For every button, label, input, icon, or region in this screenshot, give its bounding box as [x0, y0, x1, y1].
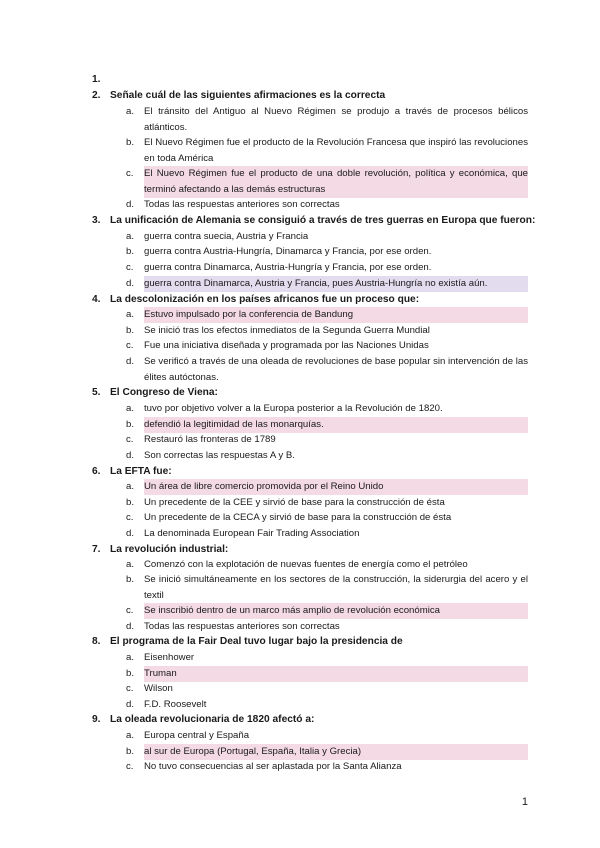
option-letter: c. [126, 262, 134, 273]
option-text: Se verificó a través de una oleada de revoluciones de base popular sin intervención de las élites autóctonas. [144, 356, 528, 383]
option-letter: d. [126, 528, 135, 539]
option-letter: a. [126, 559, 135, 570]
option-letter: c. [126, 683, 134, 694]
answer-option-5a [120, 401, 528, 417]
highlighted-answer-text: al sur de Europa (Portugal, España, Italia y Grecia) [144, 744, 528, 760]
answer-option-5b [120, 417, 528, 433]
answer-option-2d [120, 197, 528, 213]
question-3 [92, 213, 536, 228]
answer-option-2a [120, 104, 528, 136]
answer-option-7c [120, 603, 528, 619]
answer-option-3a [120, 229, 528, 245]
question-number: 1. [92, 74, 101, 85]
option-letter: a. [126, 231, 135, 242]
option-letter: d. [126, 699, 135, 710]
option-letter: b. [126, 746, 135, 757]
answer-option-7a [120, 557, 528, 573]
option-letter: a. [126, 652, 135, 663]
option-letter: c. [126, 605, 134, 616]
question-number: 8. [92, 636, 101, 647]
option-text: Comenzó con la explotación de nuevas fuentes de energía como el petróleo [144, 559, 468, 570]
answer-option-4a [120, 307, 528, 323]
answer-option-2c [120, 166, 528, 198]
option-text: No tuvo consecuencias al ser aplastada por la Santa Alianza [144, 761, 402, 772]
question-text: Señale cuál de las siguientes afirmaciones es la correcta [110, 90, 386, 101]
answer-option-8d [120, 697, 528, 713]
question-4 [92, 292, 532, 307]
option-text: Son correctas las respuestas A y B. [144, 450, 295, 461]
option-text: La denominada European Fair Trading Association [144, 528, 360, 539]
highlighted-answer-text: guerra contra Dinamarca, Austria y Francia, pues Austria-Hungría no existía aún. [144, 276, 528, 292]
answer-option-7d [120, 619, 528, 635]
question-number: 2. [92, 90, 101, 101]
option-text: Restauró las fronteras de 1789 [144, 434, 276, 445]
answer-option-8a [120, 650, 528, 666]
question-number: 6. [92, 466, 101, 477]
option-letter: c. [126, 512, 134, 523]
option-letter: c. [126, 761, 134, 772]
option-text: Un precedente de la CEE y sirvió de base para la construcción de ésta [144, 497, 445, 508]
option-letter: b. [126, 574, 135, 585]
answer-option-5c [120, 432, 528, 448]
option-text: Eisenhower [144, 652, 195, 663]
answer-option-6c [120, 510, 528, 526]
answer-option-2b [120, 135, 528, 167]
option-letter: d. [126, 621, 135, 632]
question-9 [92, 712, 532, 727]
answer-option-9a [120, 728, 528, 744]
answer-option-3b [120, 244, 528, 260]
option-text: Wilson [144, 683, 173, 694]
question-number: 5. [92, 387, 101, 398]
answer-option-3c [120, 260, 528, 276]
option-text: F.D. Roosevelt [144, 699, 207, 710]
question-8 [92, 634, 532, 649]
highlighted-answer-text: El Nuevo Régimen fue el producto de una doble revolución, política y económica, que terminó afectando a las demás estructuras [144, 166, 528, 198]
question-1 [92, 72, 532, 87]
option-text: Un precedente de la CECA y sirvió de base para la construcción de ésta [144, 512, 452, 523]
answer-option-4c [120, 338, 528, 354]
question-text: La descolonización en los países africanos fue un proceso que: [110, 294, 420, 305]
question-number: 4. [92, 294, 101, 305]
answer-option-9b [120, 744, 528, 760]
answer-option-6a [120, 479, 528, 495]
answer-option-9c [120, 759, 528, 775]
option-text: guerra contra Austria-Hungría, Dinamarca y Francia, por ese orden. [144, 246, 432, 257]
answer-option-7b [120, 572, 528, 604]
option-letter: b. [126, 325, 135, 336]
option-letter: a. [126, 106, 135, 117]
highlighted-answer-text: defendió la legitimidad de las monarquías. [144, 417, 528, 433]
option-letter: a. [126, 481, 135, 492]
option-letter: b. [126, 497, 135, 508]
highlighted-answer-text: Estuvo impulsado por la conferencia de Bandung [144, 307, 528, 323]
option-letter: c. [126, 168, 134, 179]
option-letter: b. [126, 137, 135, 148]
highlighted-answer-text: Se inscribió dentro de un marco más amplio de revolución económica [144, 603, 528, 619]
question-text: La revolución industrial: [110, 544, 229, 555]
answer-option-6b [120, 495, 528, 511]
question-number: 9. [92, 714, 101, 725]
question-number: 3. [92, 215, 101, 226]
option-text: guerra contra Dinamarca, Austria-Hungría y Francia, por ese orden. [144, 262, 432, 273]
question-number: 7. [92, 544, 101, 555]
option-letter: d. [126, 199, 135, 210]
answer-option-4d [120, 354, 528, 386]
page-number: 1 [521, 796, 528, 808]
option-letter: a. [126, 309, 135, 320]
option-letter: c. [126, 434, 134, 445]
option-letter: d. [126, 278, 135, 289]
answer-option-4b [120, 323, 528, 339]
option-letter: a. [126, 403, 135, 414]
option-text: Todas las respuestas anteriores son correctas [144, 199, 340, 210]
option-text: guerra contra suecia, Austria y Francia [144, 231, 309, 242]
question-text: La unificación de Alemania se consiguió a través de tres guerras en Europa que fueron: [110, 215, 536, 226]
option-text: Fue una iniciativa diseñada y programada por las Naciones Unidas [144, 340, 429, 351]
option-text: tuvo por objetivo volver a la Europa posterior a la Revolución de 1820. [144, 403, 443, 414]
question-7 [92, 542, 532, 557]
option-letter: c. [126, 340, 134, 351]
question-6 [92, 464, 532, 479]
option-text: Todas las respuestas anteriores son correctas [144, 621, 340, 632]
option-letter: b. [126, 419, 135, 430]
question-2 [92, 88, 532, 103]
highlighted-answer-text: Un área de libre comercio promovida por el Reino Unido [144, 479, 528, 495]
answer-option-8c [120, 681, 528, 697]
option-letter: d. [126, 356, 135, 367]
highlighted-answer-text: Truman [144, 666, 528, 682]
option-text: El Nuevo Régimen fue el producto de la Revolución Francesa que inspiró las revoluciones en toda América [144, 137, 528, 164]
question-text: El programa de la Fair Deal tuvo lugar bajo la presidencia de [110, 636, 403, 647]
answer-option-8b [120, 666, 528, 682]
question-text: La oleada revolucionaria de 1820 afectó a: [110, 714, 315, 725]
option-letter: b. [126, 668, 135, 679]
question-text: El Congreso de Viena: [110, 387, 218, 398]
answer-option-5d [120, 448, 528, 464]
option-text: Se inició simultáneamente en los sectores de la construcción, la siderurgia del acero y el textil [144, 574, 528, 601]
option-text: Se inició tras los efectos inmediatos de la Segunda Guerra Mundial [144, 325, 430, 336]
question-text: La EFTA fue: [110, 466, 172, 477]
option-text: El tránsito del Antiguo al Nuevo Régimen se produjo a través de procesos bélicos atlánticos. [144, 106, 528, 133]
answer-option-3d [120, 276, 528, 292]
option-letter: b. [126, 246, 135, 257]
question-5 [92, 385, 532, 400]
answer-option-6d [120, 526, 528, 542]
option-letter: d. [126, 450, 135, 461]
option-letter: a. [126, 730, 135, 741]
option-text: Europa central y España [144, 730, 250, 741]
